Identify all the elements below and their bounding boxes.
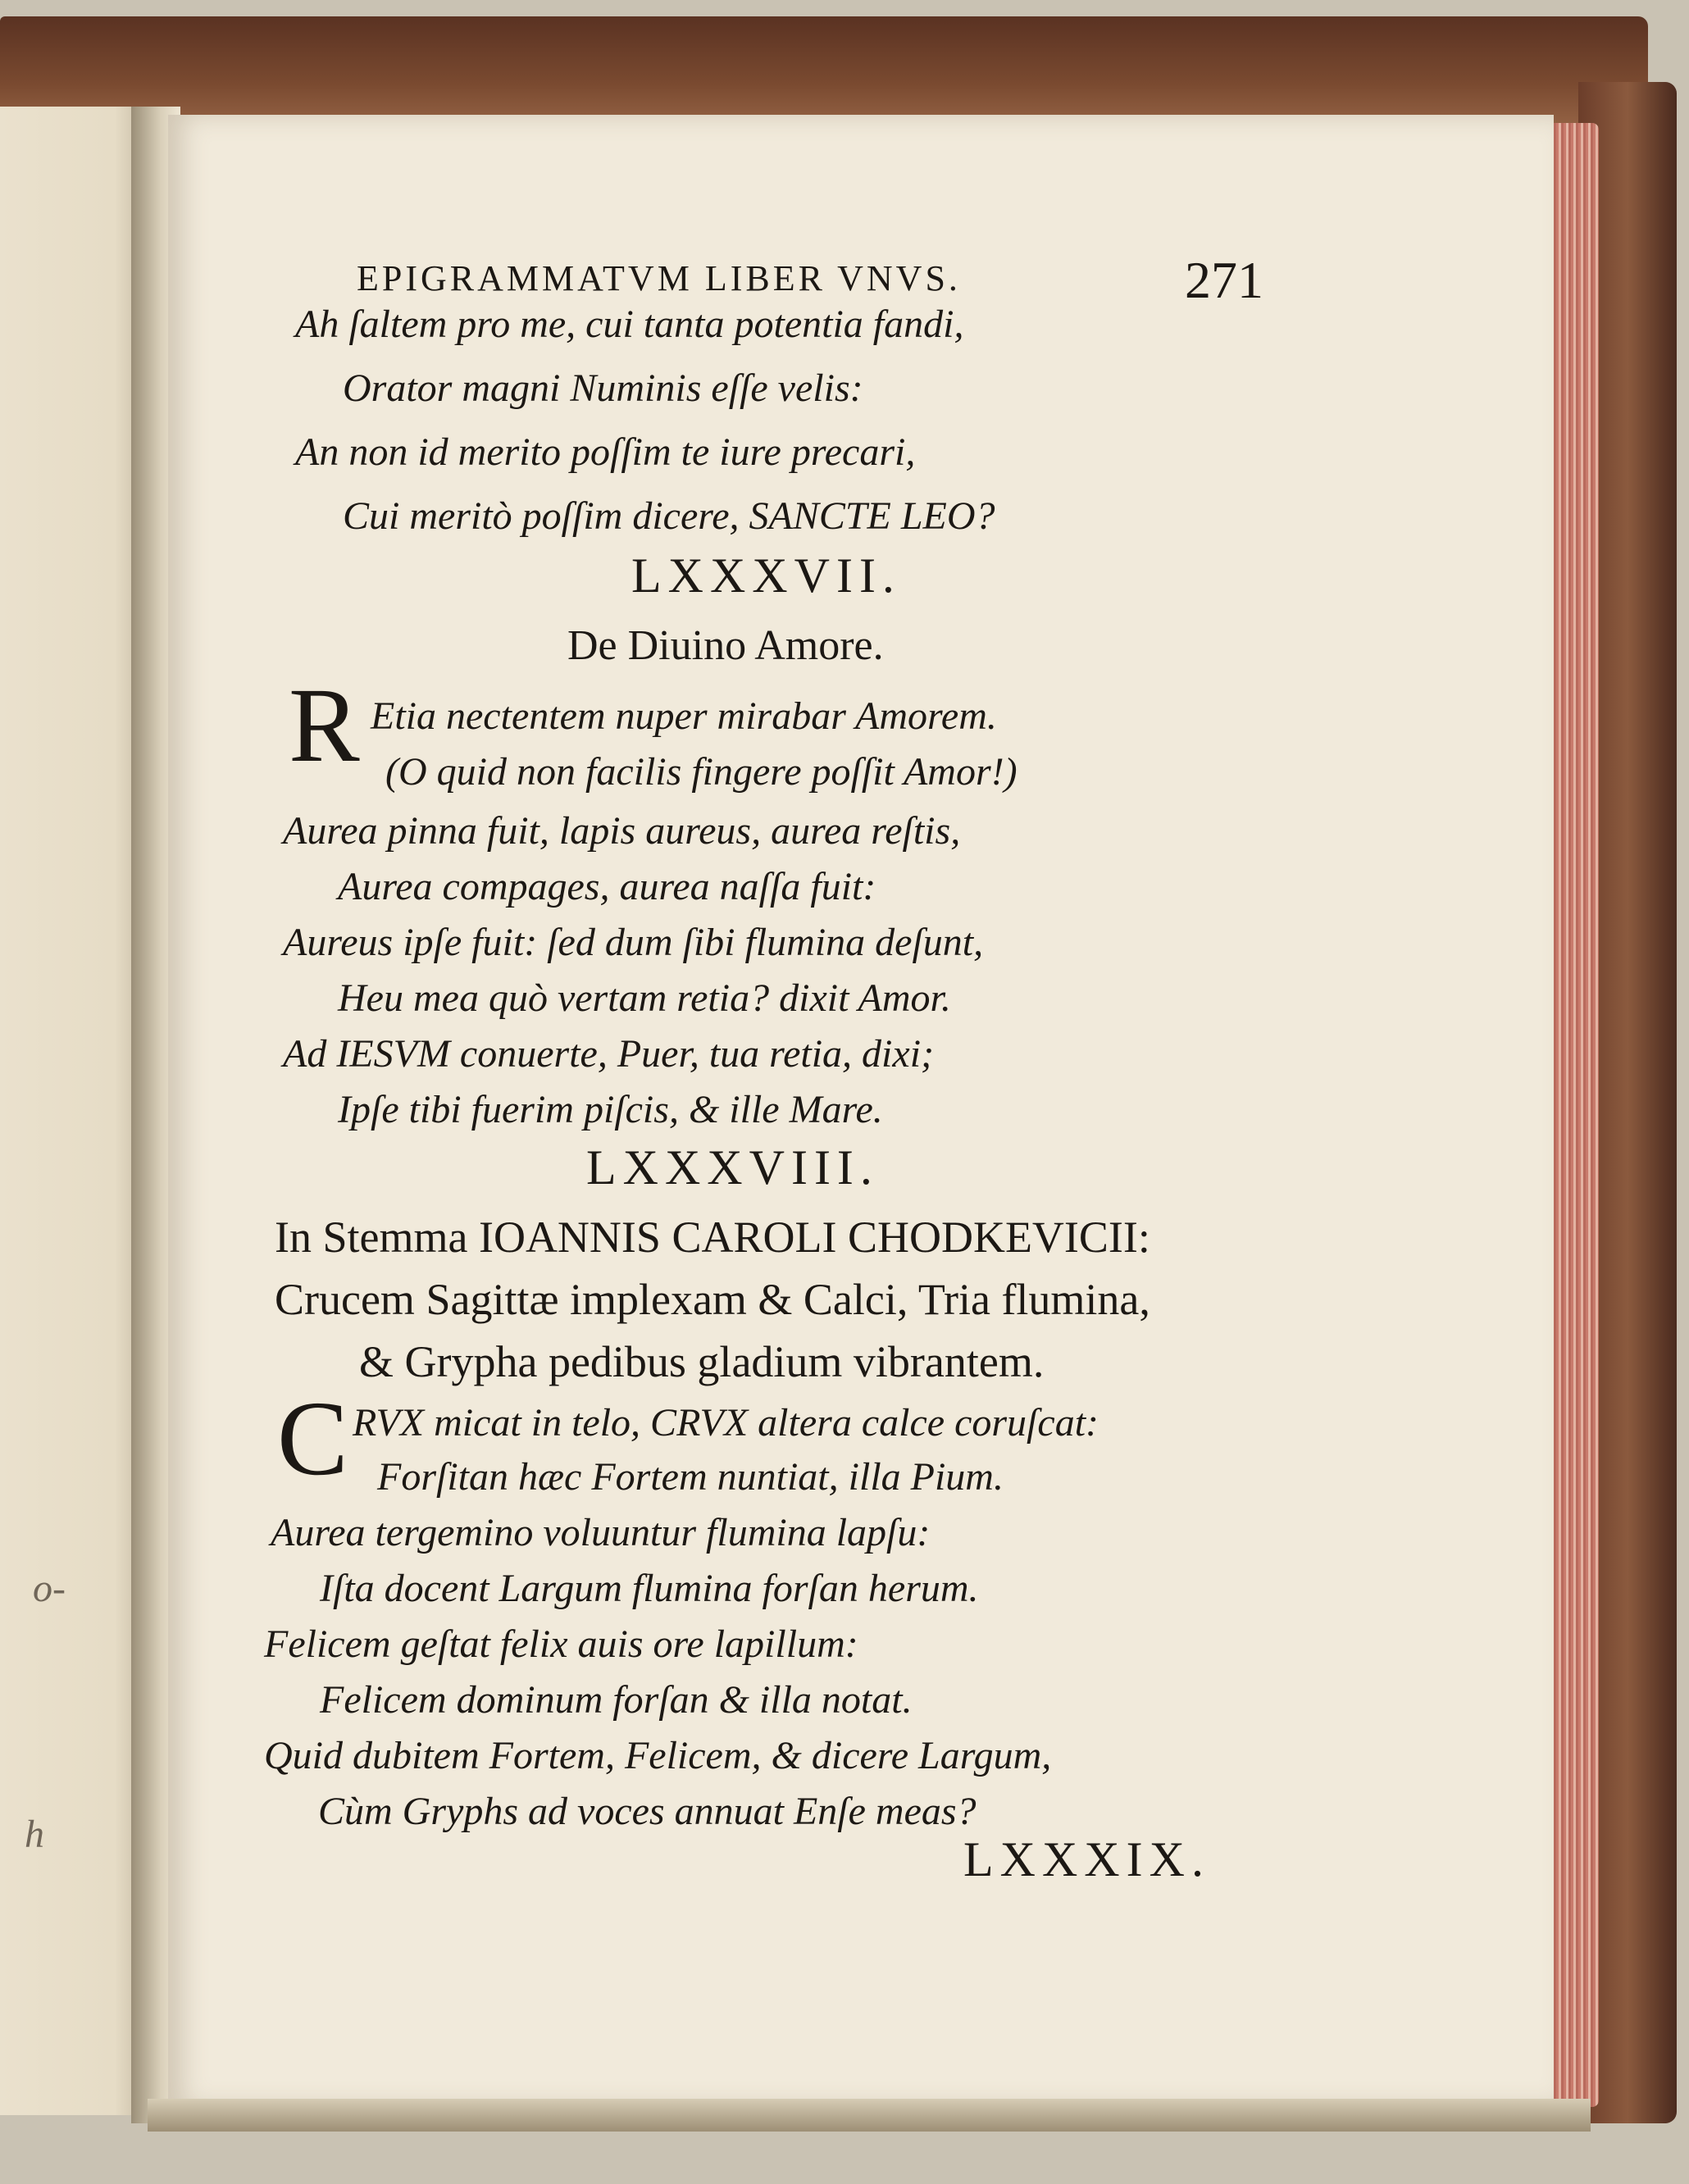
verse-line: Orator magni Numinis eſſe velis:: [343, 366, 863, 410]
epigram-number: LXXXVII.: [631, 548, 901, 603]
verse-line: Aureus ipſe fuit: ſed dum ſibi flumina deſunt,: [283, 921, 984, 964]
bottom-page-edge: [148, 2099, 1591, 2132]
left-page-fragment: o-: [33, 1567, 66, 1610]
verse-line: Heu mea quò vertam retia? dixit Amor.: [338, 976, 951, 1020]
verse-line: Felicem geſtat felix auis ore lapillum:: [264, 1622, 858, 1666]
verse-line: Quid dubitem Fortem, Felicem, & dicere Largum,: [264, 1734, 1052, 1777]
epigram-number: LXXXVIII.: [586, 1140, 879, 1194]
drop-cap: R: [289, 667, 360, 785]
page-number: 271: [1185, 251, 1263, 309]
verse-line: RVX micat in telo, CRVX altera calce coruſcat:: [353, 1401, 1099, 1445]
verse-line: Felicem dominum forſan & illa notat.: [320, 1678, 913, 1722]
verse-line: Ipſe tibi fuerim piſcis, & ille Mare.: [338, 1088, 883, 1131]
verse-line: Iſta docent Largum flumina forſan herum.: [320, 1567, 979, 1610]
verse-line: Cùm Gryphs ad voces annuat Enſe meas?: [318, 1790, 977, 1833]
epigram-lemma: & Grypha pedibus gladium vibrantem.: [359, 1337, 1045, 1386]
verse-line: Ah ſaltem pro me, cui tanta potentia fandi,: [295, 303, 964, 346]
verse-line: Ad IESVM conuerte, Puer, tua retia, dixi;: [283, 1032, 935, 1076]
verse-line: An non id merito poſſim te iure precari,: [295, 430, 916, 474]
drop-cap: C: [277, 1380, 348, 1498]
catchword: LXXXIX.: [963, 1832, 1210, 1886]
verse-line: Etia nectentem nuper mirabar Amorem.: [371, 694, 997, 738]
verse-line: Forſitan hæc Fortem nuntiat, illa Pium.: [377, 1455, 1004, 1499]
left-page-fragment: h: [25, 1813, 44, 1856]
epigram-lemma: In Stemma IOANNIS CAROLI CHODKEVICII:: [275, 1213, 1150, 1262]
verse-line: Aurea tergemino voluuntur flumina lapſu:: [271, 1511, 931, 1554]
verse-line: Aurea compages, aurea naſſa fuit:: [338, 865, 876, 908]
verse-line: Aurea pinna fuit, lapis aureus, aurea reſtis,: [283, 809, 961, 853]
verse-line: (O quid non facilis fingere poſſit Amor!): [385, 750, 1017, 794]
epigram-lemma: Crucem Sagittæ implexam & Calci, Tria flumina,: [275, 1275, 1150, 1324]
epigram-title: De Diuino Amore.: [567, 622, 884, 669]
verse-line: Cui meritò poſſim dicere, SANCTE LEO?: [343, 494, 995, 538]
running-head: EPIGRAMMATVM LIBER VNVS.: [357, 258, 961, 298]
